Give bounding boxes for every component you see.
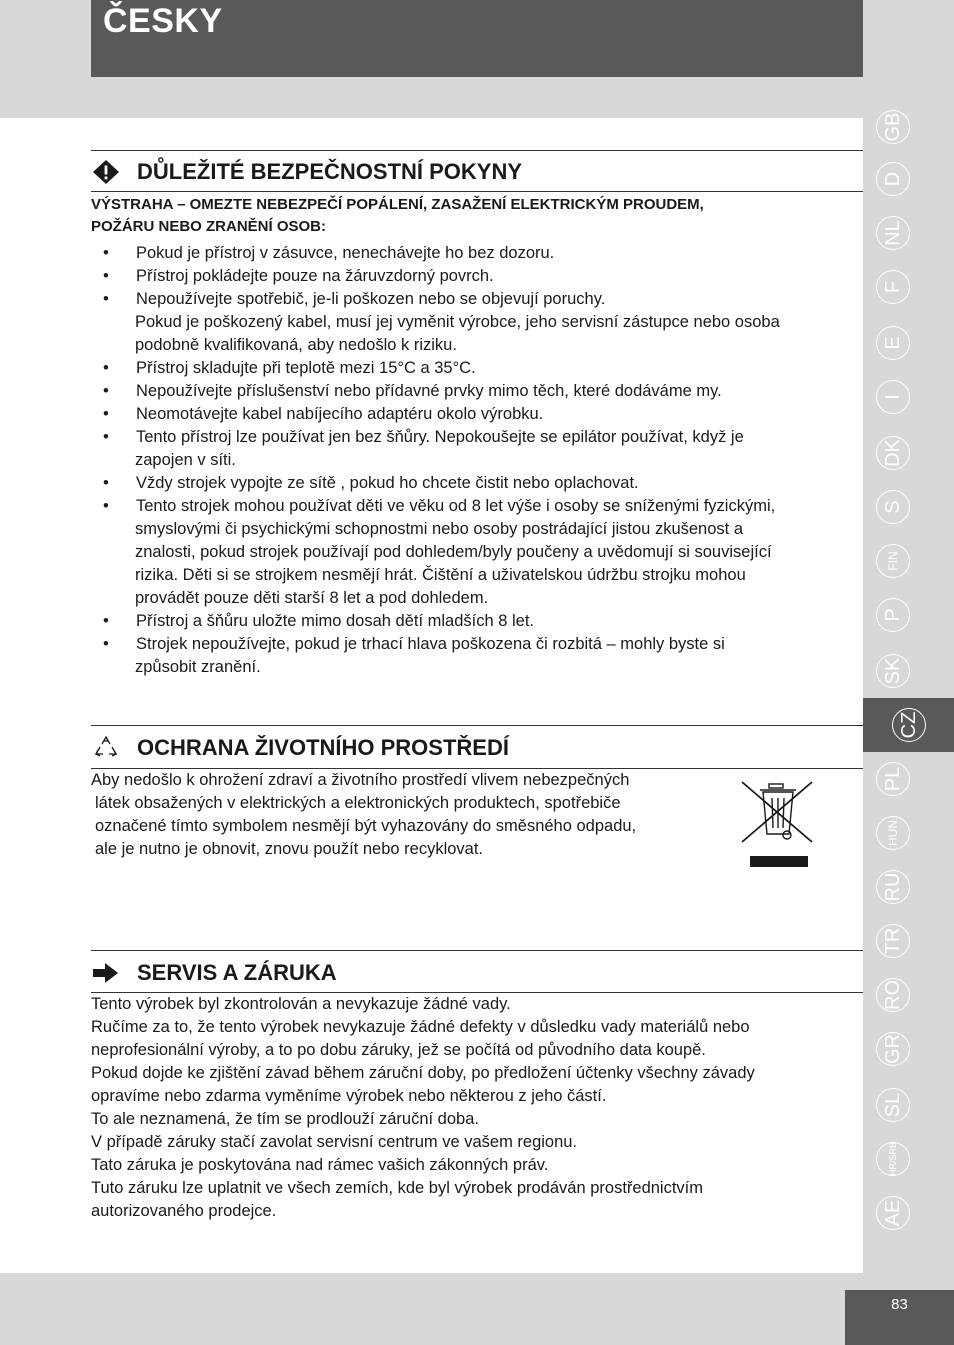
section-divider — [91, 950, 863, 951]
language-tab-ru[interactable] — [863, 860, 923, 914]
environment-line: Aby nedošlo k ohrožení zdraví a životního prostředí vlivem nebezpečných — [91, 771, 630, 789]
safety-bullet-item — [91, 472, 863, 495]
safety-bullet-line: Nepoužívejte příslušenství nebo přídavné prvky mimo těch, které dodáváme my. — [136, 382, 722, 400]
service-line: opravíme nebo zdarma vyměníme výrobek nebo některou z jeho částí. — [91, 1087, 607, 1105]
language-tab-gr[interactable] — [863, 1022, 923, 1076]
service-line: Pokud dojde ke zjištění závad během záruční doby, po předložení účtenky všechny závady — [91, 1064, 755, 1082]
bullet-dot: • — [103, 497, 109, 515]
safety-bullet-line: znalosti, pokud strojek používají pod dohledem/byly poučeny a uvědomují si související — [135, 543, 772, 561]
language-tab-i[interactable] — [863, 370, 923, 424]
safety-warning-line: POŽÁRU NEBO ZRANĚNÍ OSOB: — [91, 218, 327, 235]
language-tab-sk[interactable] — [863, 644, 923, 698]
language-tab-f[interactable] — [863, 260, 923, 314]
safety-bullet-list — [91, 242, 863, 679]
language-tab-tr[interactable] — [863, 914, 923, 968]
language-tab-label: TR — [876, 924, 910, 958]
safety-bullet-item — [91, 495, 863, 610]
language-tab-label: RU — [876, 870, 910, 904]
language-tab-pl[interactable] — [863, 752, 923, 806]
environment-line: ale je nutno je obnovit, znovu použít nebo recyklovat. — [95, 840, 483, 858]
language-tab-label: F — [876, 270, 910, 304]
language-tab-label: E — [876, 326, 910, 360]
safety-bullet-line: Přístroj a šňůru uložte mimo dosah dětí mladších 8 let. — [136, 612, 535, 630]
environment-line: označené tímto symbolem nesmějí být vyhazovány do směsného odpadu, — [95, 817, 637, 835]
language-tab-label: AE — [876, 1196, 910, 1230]
language-tab-label: HR/SRB — [876, 1142, 910, 1176]
bullet-dot: • — [103, 612, 109, 630]
language-tab-hun[interactable] — [863, 806, 923, 860]
language-tab-hr-srb[interactable] — [863, 1132, 923, 1186]
page-number-box — [845, 1290, 954, 1345]
safety-bullet-item — [91, 610, 863, 633]
bullet-dot: • — [103, 635, 109, 653]
service-line: neprofesionální výroby, a to po dobu záruky, jež se počítá od původního data koupě. — [91, 1041, 706, 1059]
safety-bullet-line: zapojen v síti. — [135, 451, 236, 469]
safety-bullet-item — [91, 633, 863, 679]
recycle-icon — [91, 735, 121, 761]
service-line: autorizovaného prodejce. — [91, 1202, 277, 1220]
crossed-out-wheelie-bin-icon — [740, 780, 816, 870]
page-content-area — [0, 118, 863, 1273]
safety-bullet-line: Přístroj pokládejte pouze na žáruvzdorný povrch. — [136, 267, 494, 285]
safety-bullet-line: podobně kvalifikovaná, aby nedošlo k riziku. — [135, 336, 457, 354]
safety-heading: DŮLEŽITÉ BEZPEČNOSTNÍ POKYNY — [137, 159, 523, 184]
language-tab-sl[interactable] — [863, 1078, 923, 1132]
environment-heading-row — [91, 735, 509, 761]
safety-bullet-item — [91, 288, 863, 357]
bullet-dot: • — [103, 428, 109, 446]
language-tab-p[interactable] — [863, 588, 923, 642]
service-line: Tato záruka je poskytována nad rámec vašich zákonných práv. — [91, 1156, 549, 1174]
page-language-title: ČESKY — [103, 2, 223, 40]
safety-bullet-line: Pokud je přístroj v zásuvce, nenechávejte ho bez dozoru. — [136, 244, 555, 262]
bullet-dot: • — [103, 474, 109, 492]
language-tab-label: NL — [876, 216, 910, 250]
safety-warning — [91, 194, 851, 238]
bullet-dot: • — [103, 359, 109, 377]
safety-bullet-item — [91, 357, 863, 380]
language-tab-label: P — [876, 598, 910, 632]
language-tab-ae[interactable] — [863, 1186, 923, 1240]
language-tab-label: SK — [876, 654, 910, 688]
warning-diamond-icon — [91, 159, 121, 185]
environment-heading: OCHRANA ŽIVOTNÍHO PROSTŘEDÍ — [137, 735, 509, 760]
language-tab-label: D — [876, 162, 910, 196]
language-tab-ro[interactable] — [863, 968, 923, 1022]
language-tab-label: PL — [876, 762, 910, 796]
language-tab-nl[interactable] — [863, 206, 923, 260]
safety-warning-line: VÝSTRAHA – OMEZTE NEBEZPEČÍ POPÁLENÍ, ZASAŽENÍ ELEKTRICKÝM PROUDEM, — [91, 196, 704, 213]
service-line: Tuto záruku lze uplatnit ve všech zemích, kde byl výrobek prodáván prostřednictvím — [91, 1179, 704, 1197]
header-bar — [91, 0, 863, 77]
language-tab-dk[interactable] — [863, 426, 923, 480]
safety-bullet-item — [91, 426, 863, 472]
safety-bullet-line: Vždy strojek vypojte ze sítě , pokud ho chcete čistit nebo oplachovat. — [136, 474, 639, 492]
page-number: 83 — [891, 1296, 908, 1313]
safety-bullet-item — [91, 380, 863, 403]
section-divider — [91, 725, 863, 726]
safety-bullet-line: Tento strojek mohou používat děti ve věku od 8 let výše i osoby se sníženými fyzickými, — [136, 497, 776, 515]
safety-bullet-item — [91, 242, 863, 265]
safety-bullet-item — [91, 403, 863, 426]
bullet-dot: • — [103, 405, 109, 423]
service-line: V případě záruky stačí zavolat servisní centrum ve vašem regionu. — [91, 1133, 578, 1151]
safety-bullet-line: Neomotávejte kabel nabíjecího adaptéru okolo výrobku. — [136, 405, 544, 423]
safety-bullet-line: rizika. Děti si se strojkem nesmějí hrát. Čištění a uživatelskou údržbu strojku mohou — [135, 566, 746, 584]
safety-bullet-line: Tento přístroj lze používat jen bez šňůry. Nepokoušejte se epilátor používat, když je — [136, 428, 744, 446]
bullet-dot: • — [103, 382, 109, 400]
safety-bullet-line: Strojek nepoužívejte, pokud je trhací hlava poškozena či rozbitá – mohly byste si — [136, 635, 725, 653]
service-text — [91, 993, 851, 1223]
safety-bullet-line: Nepoužívejte spotřebič, je-li poškozen nebo se objevují poruchy. — [136, 290, 606, 308]
safety-bullet-item — [91, 265, 863, 288]
arrow-right-icon — [91, 960, 121, 986]
service-line: To ale neznamená, že tím se prodlouží záruční doba. — [91, 1110, 479, 1128]
language-tab-cz[interactable] — [863, 698, 954, 752]
bullet-dot: • — [103, 244, 109, 262]
service-line: Ručíme za to, že tento výrobek nevykazuje žádné defekty v důsledku vady materiálů nebo — [91, 1018, 750, 1036]
safety-bullet-line: způsobit zranění. — [135, 658, 261, 676]
bullet-dot: • — [103, 290, 109, 308]
language-tab-label: GB — [876, 110, 910, 144]
language-tab-fin[interactable] — [863, 534, 923, 588]
language-tab-label: SL — [876, 1088, 910, 1122]
service-line: Tento výrobek byl zkontrolován a nevykazuje žádné vady. — [91, 995, 511, 1013]
language-tab-label: DK — [876, 436, 910, 470]
section-underline — [91, 191, 863, 192]
section-divider — [91, 150, 863, 151]
environment-line: látek obsažených v elektrických a elektronických produktech, spotřebiče — [95, 794, 621, 812]
language-tab-label: RO — [876, 978, 910, 1012]
language-tab-d[interactable] — [863, 152, 923, 206]
language-tab-label: CZ — [892, 708, 926, 742]
language-tab-label: HUN — [876, 816, 910, 850]
safety-bullet-line: smyslovými či psychickými schopnostmi nebo osoby postrádající jistou zkušenost a — [135, 520, 743, 538]
language-tab-label: S — [876, 490, 910, 524]
safety-heading-row — [91, 159, 522, 185]
language-tab-label: I — [876, 380, 910, 414]
language-tab-e[interactable] — [863, 316, 923, 370]
language-tab-s[interactable] — [863, 480, 923, 534]
safety-bullet-line: Pokud je poškozený kabel, musí jej vyměnit výrobce, jeho servisní zástupce nebo osoba — [135, 313, 780, 331]
service-heading: SERVIS A ZÁRUKA — [137, 960, 337, 985]
safety-bullet-line: Přístroj skladujte při teplotě mezi 15°C a 35°C. — [136, 359, 476, 377]
language-tab-label: FIN — [876, 544, 910, 578]
safety-bullet-line: provádět pouze děti starší 8 let a pod dohledem. — [135, 589, 489, 607]
service-heading-row — [91, 960, 337, 986]
language-tab-gb[interactable] — [863, 100, 923, 154]
footer-bar — [337, 1273, 863, 1345]
environment-text — [91, 769, 706, 861]
language-tab-label: GR — [876, 1032, 910, 1066]
bullet-dot: • — [103, 267, 109, 285]
